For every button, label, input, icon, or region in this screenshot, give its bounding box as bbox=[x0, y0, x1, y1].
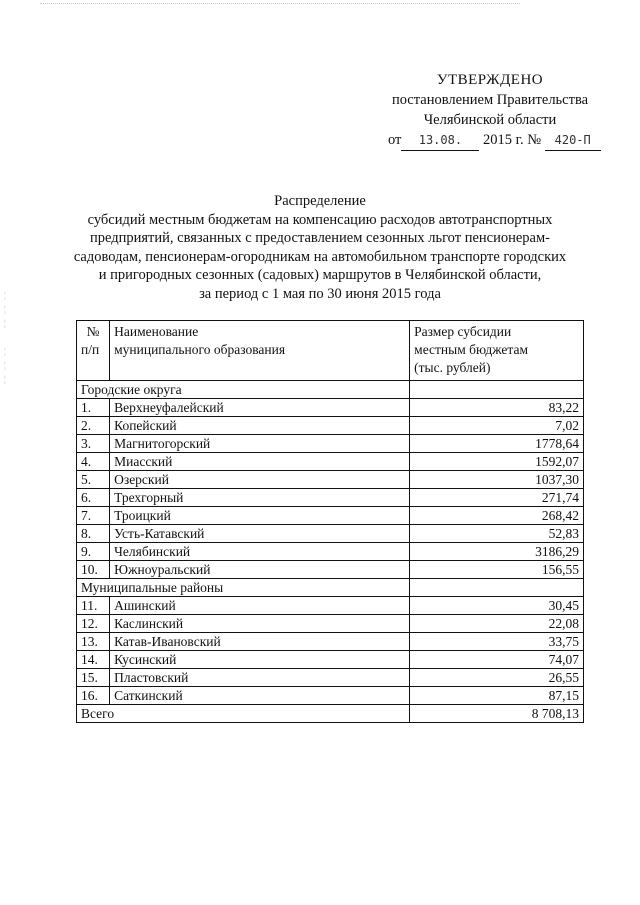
row-number: 13. bbox=[77, 633, 110, 651]
row-value: 74,07 bbox=[410, 651, 584, 669]
total-label: Всего bbox=[77, 705, 410, 723]
header-value-line-1: Размер субсидии bbox=[414, 324, 512, 339]
row-number: 1. bbox=[77, 399, 110, 417]
table-row bbox=[77, 651, 584, 669]
table-header-row bbox=[77, 321, 584, 381]
row-name: Трехгорный bbox=[110, 489, 410, 507]
header-name-line-1: Наименование bbox=[114, 324, 199, 339]
row-name: Магнитогорский bbox=[110, 435, 410, 453]
from-prefix: от bbox=[388, 132, 402, 148]
header-number-line-1: № bbox=[86, 324, 100, 339]
group-value-empty bbox=[410, 579, 584, 597]
row-value: 1592,07 bbox=[410, 453, 584, 471]
approval-heading: УТВЕРЖДЕНО bbox=[436, 72, 544, 88]
table-row bbox=[77, 615, 584, 633]
row-value: 268,42 bbox=[410, 507, 584, 525]
row-value: 7,02 bbox=[410, 417, 584, 435]
row-name: Пластовский bbox=[110, 669, 410, 687]
table-row bbox=[77, 489, 584, 507]
row-name: Кусинский bbox=[110, 651, 410, 669]
table-row bbox=[77, 633, 584, 651]
row-name: Саткинский bbox=[110, 687, 410, 705]
row-value: 87,15 bbox=[410, 687, 584, 705]
row-number: 4. bbox=[77, 453, 110, 471]
table-body bbox=[77, 381, 584, 723]
row-name: Каслинский bbox=[110, 615, 410, 633]
approval-line-1: постановлением Правительства bbox=[391, 92, 589, 108]
row-name: Миасский bbox=[110, 453, 410, 471]
scan-artifact-line bbox=[40, 3, 520, 7]
row-name: Озерский bbox=[110, 471, 410, 489]
table-row bbox=[77, 453, 584, 471]
row-number: 2. bbox=[77, 417, 110, 435]
title-line-2: субсидий местным бюджетам на компенсацию расходов автотранспортных bbox=[87, 211, 553, 228]
binding-marks: ¦ ¦ ¦ ¦ ¦ ¦ bbox=[4, 290, 6, 384]
row-name: Троицкий bbox=[110, 507, 410, 525]
group-row bbox=[77, 579, 584, 597]
title-line-6: за период с 1 мая по 30 июня 2015 года bbox=[199, 285, 441, 302]
row-value: 83,22 bbox=[410, 399, 584, 417]
row-number: 9. bbox=[77, 543, 110, 561]
header-number-line-2: п/п bbox=[81, 342, 100, 357]
row-value: 33,75 bbox=[410, 633, 584, 651]
row-number: 10. bbox=[77, 561, 110, 579]
row-value: 30,45 bbox=[410, 597, 584, 615]
group-label: Муниципальные районы bbox=[77, 579, 410, 597]
header-value-line-3: (тыс. рублей) bbox=[414, 360, 491, 375]
year-text: 2015 г. № bbox=[483, 132, 542, 148]
row-value: 22,08 bbox=[410, 615, 584, 633]
header-name-line-2: муниципального образования bbox=[114, 342, 286, 357]
header-number bbox=[77, 321, 110, 381]
row-value: 3186,29 bbox=[410, 543, 584, 561]
table-row bbox=[77, 669, 584, 687]
row-name: Катав-Ивановский bbox=[110, 633, 410, 651]
handwritten-date: 13.08. bbox=[401, 130, 479, 151]
group-row bbox=[77, 381, 584, 399]
row-number: 14. bbox=[77, 651, 110, 669]
approval-line-2: Челябинской области bbox=[423, 112, 557, 128]
row-value: 1778,64 bbox=[410, 435, 584, 453]
total-value: 8 708,13 bbox=[410, 705, 584, 723]
row-number: 15. bbox=[77, 669, 110, 687]
table-row bbox=[77, 687, 584, 705]
row-number: 3. bbox=[77, 435, 110, 453]
row-number: 7. bbox=[77, 507, 110, 525]
approval-stamp bbox=[380, 70, 600, 151]
row-value: 156,55 bbox=[410, 561, 584, 579]
subsidy-table bbox=[76, 320, 584, 723]
total-row bbox=[77, 705, 584, 723]
row-name: Усть-Катавский bbox=[110, 525, 410, 543]
table-row bbox=[77, 525, 584, 543]
row-name: Верхнеуфалейский bbox=[110, 399, 410, 417]
row-value: 271,74 bbox=[410, 489, 584, 507]
row-number: 12. bbox=[77, 615, 110, 633]
table-row bbox=[77, 471, 584, 489]
row-number: 16. bbox=[77, 687, 110, 705]
title-line-1: Распределение bbox=[274, 193, 366, 209]
group-label: Городские округа bbox=[77, 381, 410, 399]
row-name: Южноуральский bbox=[110, 561, 410, 579]
row-value: 1037,30 bbox=[410, 471, 584, 489]
title-line-4: садоводам, пенсионерам-огородникам на автомобильном транспорте городских bbox=[73, 248, 567, 265]
row-name: Челябинский bbox=[110, 543, 410, 561]
row-value: 26,55 bbox=[410, 669, 584, 687]
table-row bbox=[77, 597, 584, 615]
row-name: Копейский bbox=[110, 417, 410, 435]
header-value-line-2: местным бюджетам bbox=[414, 342, 529, 357]
approval-dateline bbox=[380, 130, 600, 151]
handwritten-number: 420-П bbox=[545, 130, 601, 151]
row-value: 52,83 bbox=[410, 525, 584, 543]
document-title bbox=[40, 192, 600, 303]
row-number: 8. bbox=[77, 525, 110, 543]
table-row bbox=[77, 417, 584, 435]
title-line-5: и пригородных сезонных (садовых) маршрутов в Челябинской области, bbox=[98, 267, 542, 283]
table-row bbox=[77, 543, 584, 561]
table-row bbox=[77, 399, 584, 417]
table-row bbox=[77, 507, 584, 525]
row-number: 6. bbox=[77, 489, 110, 507]
table-row bbox=[77, 435, 584, 453]
table-row bbox=[77, 561, 584, 579]
title-line-3: предприятий, связанных с предоставлением сезонных льгот пенсионерам- bbox=[89, 230, 550, 246]
row-number: 5. bbox=[77, 471, 110, 489]
row-name: Ашинский bbox=[110, 597, 410, 615]
header-value bbox=[410, 321, 584, 381]
group-value-empty bbox=[410, 381, 584, 399]
row-number: 11. bbox=[77, 597, 110, 615]
header-name bbox=[110, 321, 410, 381]
